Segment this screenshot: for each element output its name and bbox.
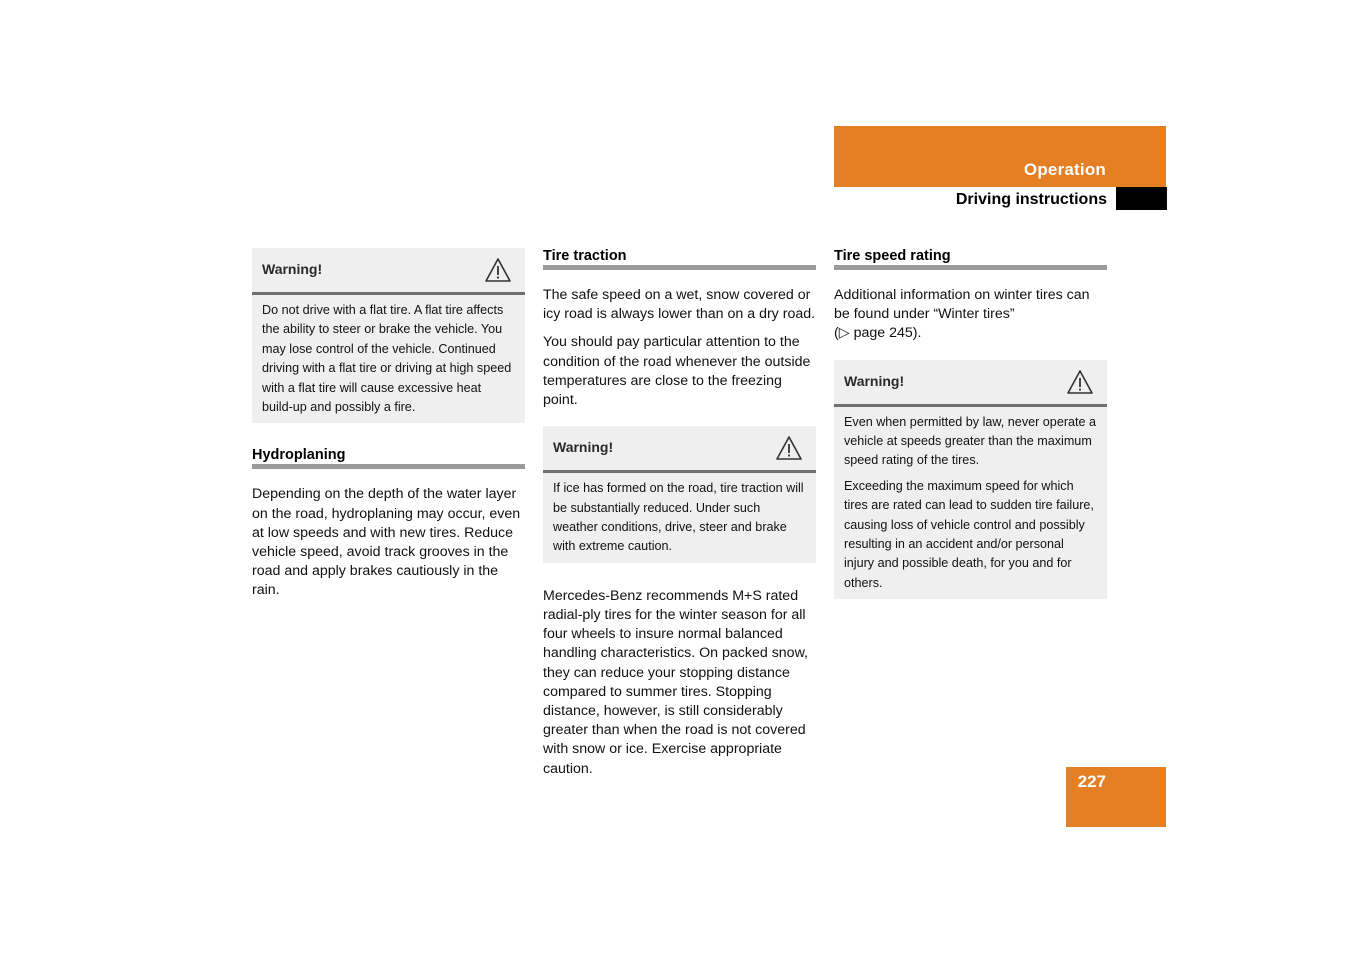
section-heading-tire-speed-rating: Tire speed rating (834, 248, 1107, 270)
column-2 (543, 248, 816, 788)
warning-body (543, 473, 816, 563)
warning-text: Do not drive with a flat tire. A flat tire affects the ability to steer or brake the vehicle. You may lose control of the vehicle. Continued driving with a flat tire or driving at high speed with a flat tire will cause excessive heat build-up and possibly a fire. (262, 303, 512, 415)
warning-body (252, 295, 525, 423)
chapter-header (834, 126, 1166, 187)
tire-traction-para-1: The safe speed on a wet, snow covered or icy road is always lower than on a dry road. (543, 287, 816, 323)
section-heading-tire-traction: Tire traction (543, 248, 816, 270)
section-title: Driving instructions (955, 191, 1107, 208)
page-reference-link[interactable]: (▷ page 245). (834, 325, 922, 342)
page-number: 227 (1077, 772, 1106, 791)
warning-text: If ice has formed on the road, tire traction will be substantially reduced. Under such weather conditions, drive, steer and brake with extreme caution. (553, 481, 804, 554)
warning-triangle-icon (485, 258, 511, 282)
warning-label: Warning! (844, 372, 905, 389)
hydroplaning-text: Depending on the depth of the water layer on the road, hydroplaning may occur, even at low speeds and with new tires. Reduce vehicle speed, avoid track grooves in the road and apply brakes cautiously in the rain. (252, 486, 521, 599)
warning-box-speed-rating (834, 360, 1107, 600)
column-3 (834, 248, 1107, 623)
warning-label: Warning! (262, 261, 323, 277)
warning-text-2: Exceeding the maximum speed for which tires are rated can lead to sudden tire failure, causing loss of vehicle control and possibly resulting in an accident and/or personal injury and possible death, for you and for others. (844, 478, 1094, 590)
warning-header (543, 426, 816, 473)
page-number-box (1066, 767, 1166, 827)
warning-header (252, 248, 525, 295)
tire-traction-para-3: Mercedes-Benz recommends M+S rated radial-ply tires for the winter season for all four wheels to insure normal balanced handling characteristics. On packed snow, they can reduce your stopping distance compared to summer tires. Stopping distance, however, is still considerably greater than when the road is not covered with snow or ice. Exercise appropriate caution. (543, 587, 808, 777)
section-tab-marker (1116, 187, 1167, 210)
chapter-title: Operation (1023, 160, 1106, 179)
warning-label: Warning! (553, 439, 614, 456)
tire-speed-para-1 (834, 286, 1107, 344)
tire-speed-text: Additional information on winter tires can be found under “Winter tires” (834, 287, 1090, 323)
warning-box-flat-tire (252, 248, 525, 423)
warning-body (834, 407, 1107, 600)
column-1 (252, 248, 525, 610)
warning-box-ice (543, 426, 816, 563)
section-heading-hydroplaning: Hydroplaning (252, 447, 525, 469)
tire-traction-para-2: You should pay particular attention to the condition of the road whenever the outside temperatures are close to the freezing point. (543, 334, 811, 409)
warning-text-1: Even when permitted by law, never operate a vehicle at speeds greater than the maximum speed rating of the tires. (844, 414, 1097, 468)
warning-triangle-icon (1067, 370, 1093, 394)
warning-triangle-icon (776, 436, 802, 460)
warning-header (834, 360, 1107, 407)
